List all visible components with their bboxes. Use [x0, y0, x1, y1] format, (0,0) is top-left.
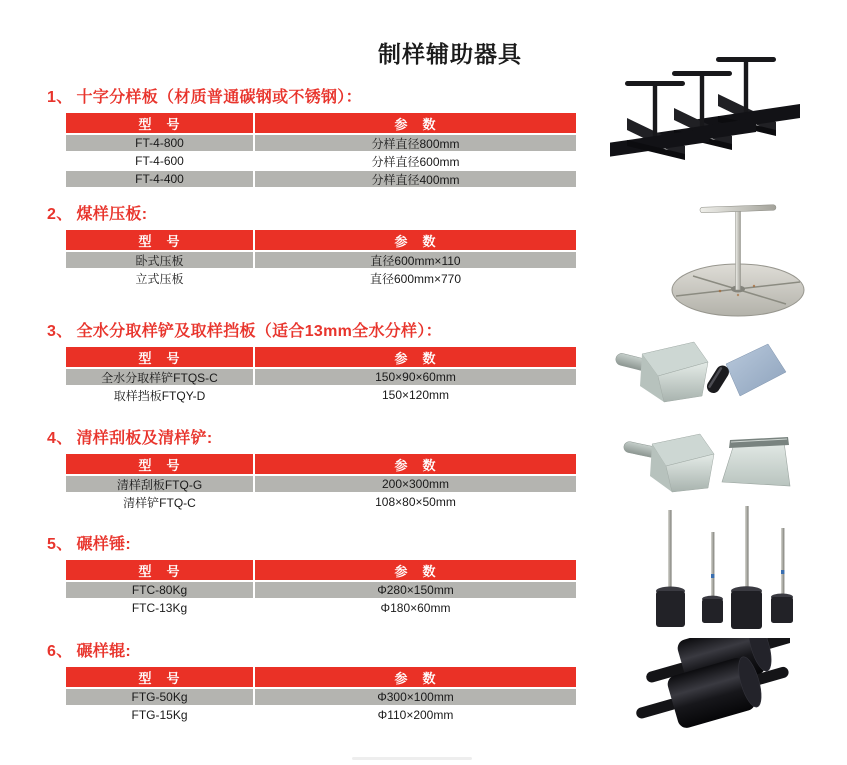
- section-heading: [47, 322, 587, 342]
- section-grinding-roller: [47, 642, 587, 723]
- moisture-sampling-scoop-and-baffle-photo: [606, 336, 788, 412]
- param-cell: Φ180×60mm: [255, 600, 576, 616]
- col-header-params: 参 数: [255, 113, 576, 133]
- table-row: [66, 387, 576, 403]
- section-number: 4、: [47, 430, 73, 447]
- cropped-footer-text: [352, 757, 472, 760]
- section-heading: [47, 429, 587, 449]
- spec-table: [66, 560, 576, 616]
- table-row: [66, 270, 576, 286]
- section-title: 碾样锤:: [76, 536, 132, 553]
- cross-sample-dividers-photo: [610, 6, 840, 186]
- section-coal-press: [47, 205, 587, 286]
- param-cell: 直径600mm×770: [255, 270, 576, 286]
- model-cell: 卧式压板: [66, 252, 253, 268]
- col-header-params: 参 数: [255, 347, 576, 367]
- col-header-model: 型 号: [66, 454, 253, 474]
- model-cell: 全水分取样铲FTQS-C: [66, 369, 253, 385]
- section-title: 碾样辊:: [76, 643, 132, 660]
- sample-grinding-hammers-photo: [648, 504, 806, 640]
- table-header-row: [66, 347, 576, 367]
- model-cell: 清样铲FTQ-C: [66, 494, 253, 510]
- section-title: 十字分样板（材质普通碳钢或不锈钢）：: [76, 89, 362, 106]
- page-title: 制样辅助器具: [378, 41, 522, 67]
- model-cell: 取样挡板FTQY-D: [66, 387, 253, 403]
- section-title: 煤样压板:: [76, 206, 148, 223]
- param-cell: 分样直径400mm: [255, 171, 576, 187]
- section-heading: [47, 88, 587, 108]
- col-header-params: 参 数: [255, 454, 576, 474]
- table-row: [66, 135, 576, 151]
- param-cell: Φ300×100mm: [255, 689, 576, 705]
- cleaning-scraper-and-scoop-photo: [618, 432, 796, 504]
- section-cross-divider: [47, 88, 587, 187]
- model-cell: 立式压板: [66, 270, 253, 286]
- sample-grinding-rollers-photo: [615, 638, 790, 758]
- table-row: [66, 252, 576, 268]
- param-cell: 分样直径600mm: [255, 153, 576, 169]
- param-cell: Φ110×200mm: [255, 707, 576, 723]
- table-row: [66, 476, 576, 492]
- table-header-row: [66, 560, 576, 580]
- col-header-model: 型 号: [66, 113, 253, 133]
- table-row: [66, 582, 576, 598]
- model-cell: FTG-15Kg: [66, 707, 253, 723]
- model-cell: FT-4-400: [66, 171, 253, 187]
- table-header-row: [66, 230, 576, 250]
- section-number: 5、: [47, 536, 73, 553]
- section-title: 全水分取样铲及取样挡板（适合13mm全水分样）：: [76, 323, 442, 340]
- table-header-row: [66, 454, 576, 474]
- table-header-row: [66, 113, 576, 133]
- param-cell: 分样直径800mm: [255, 135, 576, 151]
- section-grinding-hammer: [47, 535, 587, 616]
- section-cleaning-scraper: [47, 429, 587, 510]
- param-cell: 200×300mm: [255, 476, 576, 492]
- section-heading: [47, 205, 587, 225]
- spec-table: [66, 454, 576, 510]
- model-cell: 清样刮板FTQ-G: [66, 476, 253, 492]
- col-header-model: 型 号: [66, 230, 253, 250]
- table-row: [66, 369, 576, 385]
- section-title: 清样刮板及清样铲:: [76, 430, 213, 447]
- col-header-model: 型 号: [66, 560, 253, 580]
- col-header-params: 参 数: [255, 230, 576, 250]
- spec-table: [66, 347, 576, 403]
- col-header-model: 型 号: [66, 347, 253, 367]
- param-cell: 108×80×50mm: [255, 494, 576, 510]
- table-row: [66, 689, 576, 705]
- table-row: [66, 171, 576, 187]
- model-cell: FTC-80Kg: [66, 582, 253, 598]
- table-row: [66, 600, 576, 616]
- section-heading: [47, 642, 587, 662]
- table-header-row: [66, 667, 576, 687]
- col-header-params: 参 数: [255, 560, 576, 580]
- param-cell: 直径600mm×110: [255, 252, 576, 268]
- section-number: 3、: [47, 323, 73, 340]
- section-heading: [47, 535, 587, 555]
- spec-table: [66, 230, 576, 286]
- table-row: [66, 707, 576, 723]
- col-header-model: 型 号: [66, 667, 253, 687]
- col-header-params: 参 数: [255, 667, 576, 687]
- model-cell: FT-4-800: [66, 135, 253, 151]
- param-cell: 150×90×60mm: [255, 369, 576, 385]
- section-number: 2、: [47, 206, 73, 223]
- model-cell: FTC-13Kg: [66, 600, 253, 616]
- model-cell: FTG-50Kg: [66, 689, 253, 705]
- coal-sample-press-photo: [648, 192, 828, 322]
- section-moisture-scoop: [47, 322, 587, 403]
- param-cell: Φ280×150mm: [255, 582, 576, 598]
- section-number: 1、: [47, 89, 73, 106]
- param-cell: 150×120mm: [255, 387, 576, 403]
- section-number: 6、: [47, 643, 73, 660]
- table-row: [66, 494, 576, 510]
- spec-table: [66, 113, 576, 187]
- table-row: [66, 153, 576, 169]
- model-cell: FT-4-600: [66, 153, 253, 169]
- spec-table: [66, 667, 576, 723]
